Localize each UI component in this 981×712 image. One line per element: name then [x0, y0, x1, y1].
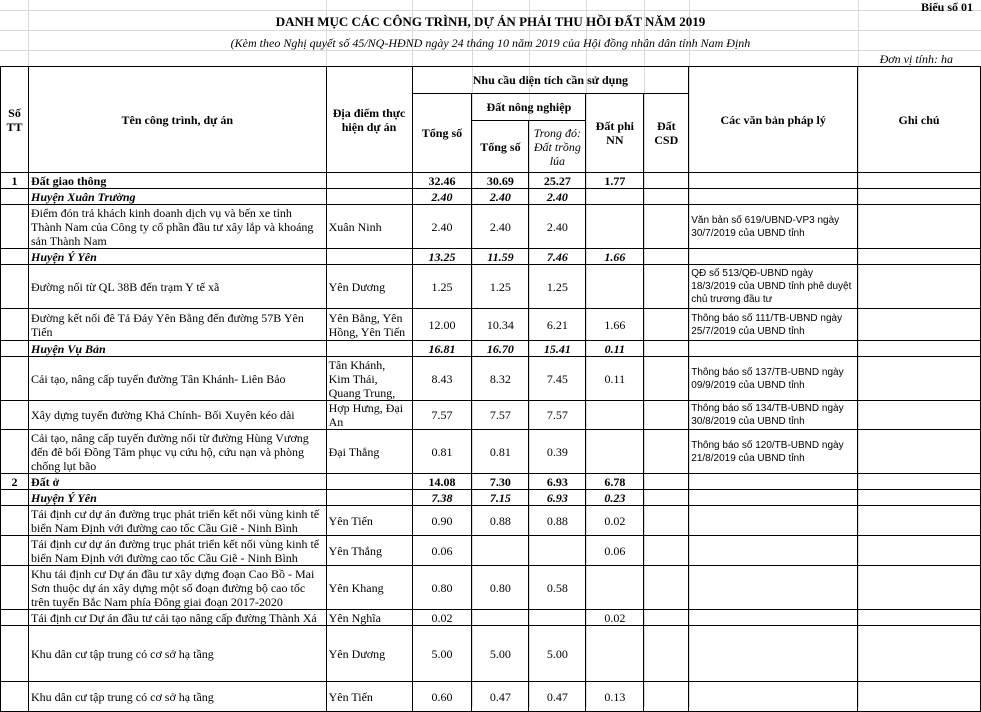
row-location[interactable] — [326, 490, 412, 506]
row-stt[interactable] — [1, 205, 29, 249]
row-rice[interactable]: 2.40 — [529, 205, 586, 249]
row-location[interactable] — [326, 249, 412, 265]
header-agri[interactable]: Đất nông nghiệp — [472, 94, 586, 121]
row-stt[interactable]: 1 — [1, 173, 29, 189]
row-name[interactable]: Cải tạo, nâng cấp tuyến đường Tân Khánh- Liên Bảo — [28, 357, 326, 401]
row-total[interactable]: 13.25 — [412, 249, 472, 265]
row-csd[interactable] — [644, 341, 689, 357]
row-stt[interactable]: 2 — [1, 474, 29, 490]
row-non-agri[interactable]: 0.23 — [586, 490, 644, 506]
row-location[interactable]: Yên Thắng — [326, 536, 412, 566]
row-agri[interactable]: 0.80 — [472, 566, 529, 610]
row-stt[interactable] — [1, 309, 29, 341]
row-total[interactable]: 8.43 — [412, 357, 472, 401]
row-agri[interactable] — [472, 536, 529, 566]
row-legal[interactable] — [689, 682, 858, 712]
unit-label: Đơn vị tính: ha — [879, 52, 953, 66]
row-legal[interactable]: Thông báo số 120/TB-UBND ngày 21/8/2019 của UBND tỉnh — [689, 430, 858, 474]
row-name[interactable]: Huyện Ý Yên — [28, 249, 326, 265]
row-location[interactable]: Yên Bằng, Yên Hồng, Yên Tiến — [326, 309, 412, 341]
row-location[interactable]: Yên Khang — [326, 566, 412, 610]
row-name[interactable]: Xây dựng tuyến đường Khả Chính- Bối Xuyên kéo dài — [28, 401, 326, 430]
row-csd[interactable] — [644, 189, 689, 205]
row-location[interactable]: Xuân Ninh — [326, 205, 412, 249]
row-total[interactable]: 16.81 — [412, 341, 472, 357]
row-csd[interactable] — [644, 401, 689, 430]
header-legal[interactable]: Các văn bản pháp lý — [689, 67, 858, 173]
header-note[interactable]: Ghi chú — [858, 67, 981, 173]
row-non-agri[interactable]: 1.66 — [586, 249, 644, 265]
row-total[interactable]: 2.40 — [412, 205, 472, 249]
row-csd[interactable] — [644, 506, 689, 536]
sheet-subtitle: (Kèm theo Nghị quyết số 45/NQ-HĐND ngày 24 tháng 10 năm 2019 của Hội đồng nhân dân tỉnh Nam Định — [230, 36, 751, 50]
table-row[interactable] — [1, 474, 981, 490]
row-legal[interactable] — [689, 490, 858, 506]
row-legal[interactable] — [689, 506, 858, 536]
row-name[interactable]: Tái định cư dự án đường trục phát triển kết nối vùng kinh tế biển Nam Định với đường cao tốc Cầu Giẽ - Ninh Bình — [28, 536, 326, 566]
row-agri[interactable]: 0.47 — [472, 682, 529, 712]
table-row[interactable] — [1, 626, 981, 682]
row-stt[interactable] — [1, 430, 29, 474]
table-row[interactable] — [1, 430, 981, 474]
row-agri[interactable]: 5.00 — [472, 626, 529, 682]
row-agri[interactable]: 30.69 — [472, 173, 529, 189]
row-non-agri[interactable]: 0.02 — [586, 610, 644, 626]
row-rice[interactable]: 15.41 — [529, 341, 586, 357]
header-agri-total[interactable]: Tổng số — [472, 121, 529, 173]
row-legal[interactable]: Thông báo số 137/TB-UBND ngày 09/9/2019 của UBND tỉnh — [689, 357, 858, 401]
row-legal[interactable] — [689, 341, 858, 357]
row-name[interactable]: Tái định cư dự án đường trục phát triển kết nối vùng kinh tế biển Nam Định với đường cao tốc Cầu Giẽ - Ninh Bình — [28, 506, 326, 536]
row-location[interactable] — [326, 341, 412, 357]
row-note[interactable] — [858, 205, 981, 249]
row-legal[interactable] — [689, 536, 858, 566]
table-row[interactable] — [1, 610, 981, 626]
row-total[interactable]: 0.60 — [412, 682, 472, 712]
row-agri[interactable]: 16.70 — [472, 341, 529, 357]
row-rice[interactable] — [529, 536, 586, 566]
row-agri[interactable] — [472, 610, 529, 626]
row-rice[interactable]: 7.57 — [529, 401, 586, 430]
row-stt[interactable] — [1, 682, 29, 712]
row-note[interactable] — [858, 474, 981, 490]
row-agri[interactable]: 8.32 — [472, 357, 529, 401]
table-row[interactable] — [1, 682, 981, 712]
row-note[interactable] — [858, 401, 981, 430]
row-location[interactable] — [326, 474, 412, 490]
row-agri[interactable]: 10.34 — [472, 309, 529, 341]
row-note[interactable] — [858, 626, 981, 682]
row-name[interactable]: Đường nối từ QL 38B đến trạm Y tế xã — [28, 265, 326, 309]
row-csd[interactable] — [644, 566, 689, 610]
row-csd[interactable] — [644, 309, 689, 341]
row-rice[interactable]: 0.58 — [529, 566, 586, 610]
row-total[interactable]: 0.06 — [412, 536, 472, 566]
row-stt[interactable] — [1, 401, 29, 430]
row-location[interactable]: Đại Thắng — [326, 430, 412, 474]
row-csd[interactable] — [644, 490, 689, 506]
header-area-group[interactable]: Nhu cầu diện tích cần sử dụng — [412, 67, 689, 94]
header-location[interactable]: Địa điểm thực hiện dự án — [326, 67, 412, 173]
table-row[interactable] — [1, 401, 981, 430]
row-stt[interactable] — [1, 536, 29, 566]
table-row[interactable] — [1, 205, 981, 249]
row-non-agri[interactable]: 1.77 — [586, 173, 644, 189]
row-stt[interactable] — [1, 626, 29, 682]
row-rice[interactable]: 0.88 — [529, 506, 586, 536]
row-legal[interactable] — [689, 173, 858, 189]
row-rice[interactable]: 0.39 — [529, 430, 586, 474]
row-stt[interactable] — [1, 610, 29, 626]
row-csd[interactable] — [644, 357, 689, 401]
row-rice[interactable] — [529, 610, 586, 626]
row-total[interactable]: 0.80 — [412, 566, 472, 610]
row-csd[interactable] — [644, 205, 689, 249]
row-note[interactable] — [858, 566, 981, 610]
row-legal[interactable] — [689, 189, 858, 205]
row-agri[interactable]: 0.88 — [472, 506, 529, 536]
row-note[interactable] — [858, 309, 981, 341]
row-agri[interactable]: 1.25 — [472, 265, 529, 309]
row-legal[interactable] — [689, 610, 858, 626]
row-non-agri[interactable] — [586, 265, 644, 309]
row-location[interactable]: Yên Dương — [326, 265, 412, 309]
row-legal[interactable]: Thông báo số 134/TB-UBND ngày 30/8/2019 của UBND tỉnh — [689, 401, 858, 430]
row-total[interactable]: 32.46 — [412, 173, 472, 189]
row-agri[interactable]: 7.15 — [472, 490, 529, 506]
row-location[interactable]: Tân Khánh, Kim Thái, Quang Trung, — [326, 357, 412, 401]
row-total[interactable]: 0.81 — [412, 430, 472, 474]
row-legal[interactable] — [689, 566, 858, 610]
row-name[interactable]: Cải tạo, nâng cấp tuyến đường nối từ đường Hùng Vương đến đê bối Đồng Tâm phục vụ cứu hộ, cứu nạn và phòng chống lụt bão — [28, 430, 326, 474]
table-row[interactable] — [1, 341, 981, 357]
bieu-so-label: Biểu số 01 — [920, 0, 973, 14]
row-csd[interactable] — [644, 536, 689, 566]
row-csd[interactable] — [644, 265, 689, 309]
row-stt[interactable] — [1, 249, 29, 265]
header-stt[interactable]: Số TT — [1, 67, 29, 173]
row-location[interactable]: Yên Dương — [326, 626, 412, 682]
row-total[interactable]: 1.25 — [412, 265, 472, 309]
row-rice[interactable]: 25.27 — [529, 173, 586, 189]
row-location[interactable]: Hợp Hưng, Đại An — [326, 401, 412, 430]
row-note[interactable] — [858, 249, 981, 265]
row-non-agri[interactable]: 0.11 — [586, 341, 644, 357]
row-name[interactable]: Huyện Vụ Bản — [28, 341, 326, 357]
row-note[interactable] — [858, 173, 981, 189]
row-stt[interactable] — [1, 490, 29, 506]
row-note[interactable] — [858, 610, 981, 626]
row-non-agri[interactable] — [586, 566, 644, 610]
row-name[interactable]: Huyện Ý Yên — [28, 490, 326, 506]
row-stt[interactable] — [1, 566, 29, 610]
row-legal[interactable] — [689, 249, 858, 265]
row-note[interactable] — [858, 682, 981, 712]
header-total[interactable]: Tổng số — [412, 94, 472, 173]
row-non-agri[interactable] — [586, 189, 644, 205]
row-non-agri[interactable]: 0.11 — [586, 357, 644, 401]
row-total[interactable]: 0.90 — [412, 506, 472, 536]
row-location[interactable]: Yên Tiến — [326, 682, 412, 712]
row-non-agri[interactable]: 1.66 — [586, 309, 644, 341]
row-non-agri[interactable] — [586, 626, 644, 682]
row-total[interactable]: 5.00 — [412, 626, 472, 682]
table-row[interactable] — [1, 490, 981, 506]
row-csd[interactable] — [644, 610, 689, 626]
row-stt[interactable] — [1, 506, 29, 536]
header-rice[interactable]: Trong đó: Đất trồng lúa — [529, 121, 586, 173]
row-csd[interactable] — [644, 249, 689, 265]
row-name[interactable]: Đất ở — [28, 474, 326, 490]
row-rice[interactable]: 1.25 — [529, 265, 586, 309]
row-csd[interactable] — [644, 682, 689, 712]
row-stt[interactable] — [1, 341, 29, 357]
row-rice[interactable]: 2.40 — [529, 189, 586, 205]
row-note[interactable] — [858, 189, 981, 205]
row-rice[interactable]: 7.45 — [529, 357, 586, 401]
header-non-agri[interactable]: Đất phi NN — [586, 94, 644, 173]
row-total[interactable]: 2.40 — [412, 189, 472, 205]
row-non-agri[interactable]: 0.06 — [586, 536, 644, 566]
row-rice[interactable]: 6.21 — [529, 309, 586, 341]
row-name[interactable]: Khu dân cư tập trung có cơ sở hạ tầng — [28, 626, 326, 682]
table-row[interactable] — [1, 309, 981, 341]
table-row[interactable] — [1, 189, 981, 205]
row-total[interactable]: 14.08 — [412, 474, 472, 490]
row-note[interactable] — [858, 490, 981, 506]
row-non-agri[interactable] — [586, 430, 644, 474]
header-name[interactable]: Tên công trình, dự án — [28, 67, 326, 173]
row-agri[interactable]: 7.30 — [472, 474, 529, 490]
row-location[interactable] — [326, 173, 412, 189]
row-name[interactable]: Tái định cư Dự án đầu tư cải tạo nâng cấp đường Thành Xá — [28, 610, 326, 626]
table-row[interactable] — [1, 357, 981, 401]
row-csd[interactable] — [644, 173, 689, 189]
table-row[interactable] — [1, 536, 981, 566]
row-location[interactable]: Yên Tiến — [326, 506, 412, 536]
row-csd[interactable] — [644, 626, 689, 682]
row-agri[interactable]: 0.81 — [472, 430, 529, 474]
row-stt[interactable] — [1, 357, 29, 401]
land-table — [0, 66, 981, 712]
row-note[interactable] — [858, 265, 981, 309]
row-rice[interactable]: 0.47 — [529, 682, 586, 712]
row-non-agri[interactable]: 6.78 — [586, 474, 644, 490]
row-agri[interactable]: 11.59 — [472, 249, 529, 265]
row-note[interactable] — [858, 341, 981, 357]
row-agri[interactable]: 2.40 — [472, 189, 529, 205]
row-non-agri[interactable] — [586, 205, 644, 249]
row-note[interactable] — [858, 430, 981, 474]
row-csd[interactable] — [644, 430, 689, 474]
row-note[interactable] — [858, 357, 981, 401]
row-rice[interactable]: 6.93 — [529, 490, 586, 506]
row-name[interactable]: Huyện Xuân Trường — [28, 189, 326, 205]
row-location[interactable]: Yên Nghĩa — [326, 610, 412, 626]
row-legal[interactable] — [689, 626, 858, 682]
sheet-title: DANH MỤC CÁC CÔNG TRÌNH, DỰ ÁN PHẢI THU HỒI ĐẤT NĂM 2019 — [275, 14, 706, 29]
row-agri[interactable]: 2.40 — [472, 205, 529, 249]
row-rice[interactable]: 6.93 — [529, 474, 586, 490]
table-row[interactable] — [1, 566, 981, 610]
row-name[interactable]: Đất giao thông — [28, 173, 326, 189]
row-non-agri[interactable] — [586, 401, 644, 430]
row-legal[interactable]: Thông báo số 111/TB-UBND ngày 25/7/2019 của UBND tỉnh — [689, 309, 858, 341]
row-total[interactable]: 12.00 — [412, 309, 472, 341]
table-row[interactable] — [1, 506, 981, 536]
row-total[interactable]: 7.38 — [412, 490, 472, 506]
row-note[interactable] — [858, 536, 981, 566]
row-name[interactable]: Khu tái định cư Dự án đầu tư xây dựng đoạn Cao Bồ - Mai Sơn thuộc dự án xây dựng một số đoạn đường bộ cao tốc trên tuyến Bắc Nam phía Đông giai đoạn 2017-2020 — [28, 566, 326, 610]
table-row[interactable] — [1, 265, 981, 309]
row-total[interactable]: 0.02 — [412, 610, 472, 626]
row-legal[interactable]: QĐ số 513/QĐ-UBND ngày 18/3/2019 của UBND tỉnh phê duyệt chủ trương đầu tư — [689, 265, 858, 309]
row-stt[interactable] — [1, 189, 29, 205]
row-stt[interactable] — [1, 265, 29, 309]
row-location[interactable] — [326, 189, 412, 205]
table-row[interactable] — [1, 173, 981, 189]
row-legal[interactable] — [689, 474, 858, 490]
row-agri[interactable]: 7.57 — [472, 401, 529, 430]
row-rice[interactable]: 5.00 — [529, 626, 586, 682]
row-name[interactable]: Khu dân cư tập trung có cơ sở hạ tầng — [28, 682, 326, 712]
row-name[interactable]: Điểm đón trả khách kinh doanh dịch vụ và bến xe tỉnh Thành Nam của Công ty cổ phần đầu tư xây lắp và khoáng sản Thành Nam — [28, 205, 326, 249]
row-csd[interactable] — [644, 474, 689, 490]
row-rice[interactable]: 7.46 — [529, 249, 586, 265]
row-name[interactable]: Đường kết nối đê Tả Đáy Yên Bằng đến đường 57B Yên Tiến — [28, 309, 326, 341]
row-note[interactable] — [858, 506, 981, 536]
row-non-agri[interactable]: 0.13 — [586, 682, 644, 712]
row-total[interactable]: 7.57 — [412, 401, 472, 430]
row-legal[interactable]: Văn bản số 619/UBND-VP3 ngày 30/7/2019 của UBND tỉnh — [689, 205, 858, 249]
row-non-agri[interactable]: 0.02 — [586, 506, 644, 536]
table-row[interactable] — [1, 249, 981, 265]
header-csd[interactable]: Đất CSD — [644, 94, 689, 173]
